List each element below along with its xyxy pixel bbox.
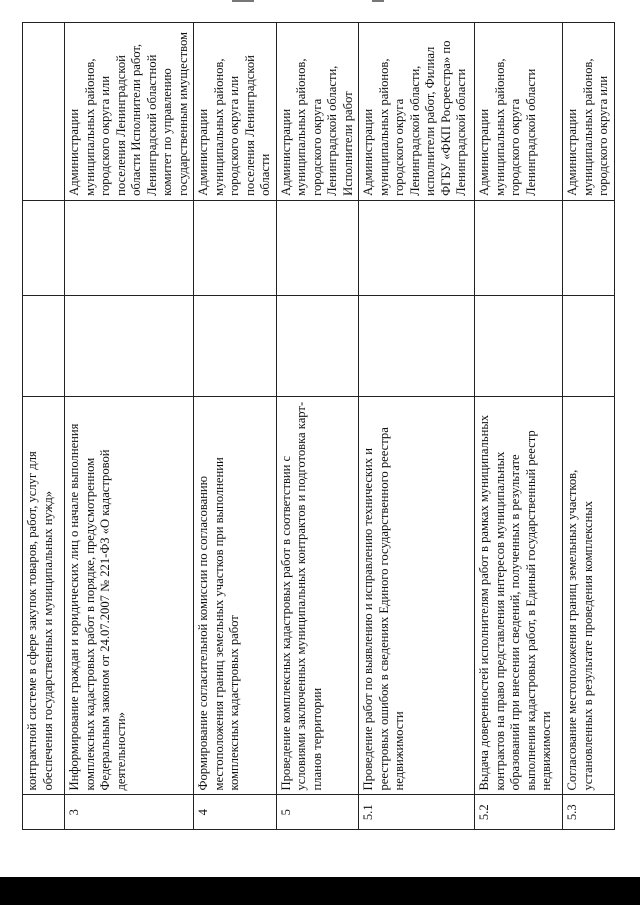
empty-cell — [475, 296, 563, 397]
empty-cell — [194, 200, 277, 296]
row-number: 5 — [276, 795, 359, 830]
executor-cell: Администрации муниципальных районов, городского округа или — [563, 23, 615, 201]
row-number: 5.2 — [475, 795, 563, 830]
task-cell: Проведение работ по выявлению и исправлению технических и реестровых ошибок в сведениях Единого государственного реестра недвижимости — [359, 397, 475, 795]
empty-cell — [23, 200, 65, 296]
rotated-page — [22, 22, 610, 830]
scan-bottom-edge — [0, 877, 640, 905]
table-row — [475, 23, 563, 830]
row-number — [23, 795, 65, 830]
task-cell: Информирование граждан и юридических лиц о начале выполнения комплексных кадастровых работ в порядке, предусмотренном Федеральным законом от 24.07.2007 № 221-ФЗ «О кадастровой деятельности» — [65, 397, 194, 795]
row-number: 4 — [194, 795, 277, 830]
executor-cell: Администрации муниципальных районов, городского округа Ленинградской области — [475, 23, 563, 201]
empty-cell — [276, 296, 359, 397]
table-row — [65, 23, 194, 830]
table-row — [359, 23, 475, 830]
task-cell: Согласование местоположения границ земельных участков, установленных в результате проведения комплексных — [563, 397, 615, 795]
row-number: 5.1 — [359, 795, 475, 830]
empty-cell — [563, 200, 615, 296]
empty-cell — [194, 296, 277, 397]
executor-cell: Администрации муниципальных районов, городского округа или поселения Ленинградской области — [194, 23, 277, 201]
executor-cell — [23, 23, 65, 201]
empty-cell — [563, 296, 615, 397]
scan-artifact-mark — [232, 0, 254, 2]
empty-cell — [359, 200, 475, 296]
empty-cell — [23, 296, 65, 397]
task-cell: Формирование согласительной комиссии по согласованию местоположения границ земельных участков при выполнении комплексных кадастровых работ — [194, 397, 277, 795]
empty-cell — [359, 296, 475, 397]
row-number: 5.3 — [563, 795, 615, 830]
empty-cell — [65, 200, 194, 296]
table-row — [23, 23, 65, 830]
plan-table — [22, 22, 615, 830]
executor-cell: Администрации муниципальных районов, городского округа Ленинградской области, исполнители работ, Филиал ФГБУ «ФКП Росреестра» по Ленинградской области — [359, 23, 475, 201]
task-cell: контрактной системе в сфере закупок товаров, работ, услуг для обеспечения государственных и муниципальных нужд» — [23, 397, 65, 795]
empty-cell — [276, 200, 359, 296]
empty-cell — [65, 296, 194, 397]
executor-cell: Администрации муниципальных районов, городского округа или поселения Ленинградской области Исполнители работ, Ленинградский областной комитет по управлению государственным имуществом — [65, 23, 194, 201]
empty-cell — [475, 200, 563, 296]
scan-artifact-mark — [372, 0, 384, 2]
executor-cell: Администрации муниципальных районов, городского округа Ленинградской области, Исполнители работ — [276, 23, 359, 201]
task-cell: Выдача доверенностей исполнителям работ в рамках муниципальных контрактов на право представления интересов муниципальных образований при внесении сведений, полученных в результате выполнения кадастровых работ, в Единый государственный реестр недвижимости — [475, 397, 563, 795]
table-row — [563, 23, 615, 830]
table-row — [194, 23, 277, 830]
row-number: 3 — [65, 795, 194, 830]
task-cell: Проведение комплексных кадастровых работ в соответствии с условиями заключенных муниципальных контрактов и подготовка карт-планов территории — [276, 397, 359, 795]
table-row — [276, 23, 359, 830]
